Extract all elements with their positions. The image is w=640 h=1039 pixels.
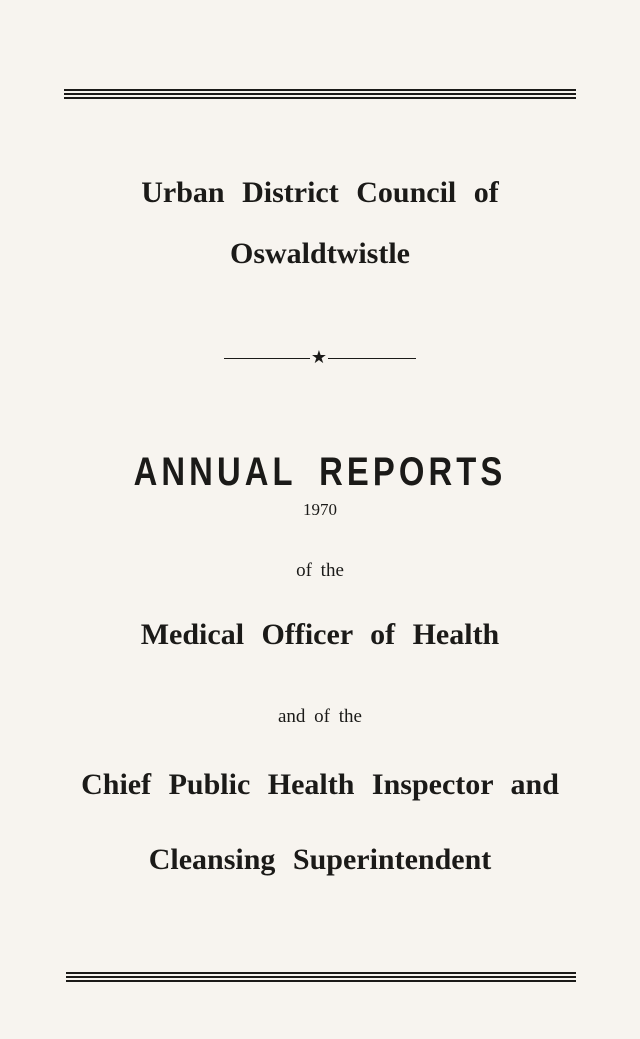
bottom-double-rule [66, 972, 576, 982]
star-icon: ★ [310, 347, 328, 368]
cleansing-superintendent-heading: Cleansing Superintendent [148, 843, 492, 876]
report-year: 1970 [303, 500, 337, 519]
star-divider [224, 348, 416, 368]
divider-line-left [224, 358, 310, 359]
divider-line-right [328, 358, 416, 359]
connector-of-the: of the [296, 560, 344, 581]
chief-inspector-heading: Chief Public Health Inspector and [81, 768, 559, 801]
top-rule-thin-2 [64, 97, 576, 99]
connector-and-of-the: and of the [278, 706, 362, 727]
bottom-rule-thin-2 [66, 980, 576, 982]
council-heading: Urban District Council of [141, 176, 499, 209]
top-double-rule [64, 89, 576, 99]
main-title: ANNUAL REPORTS [133, 450, 507, 494]
medical-officer-heading: Medical Officer of Health [140, 618, 500, 651]
town-heading: Oswaldtwistle [230, 237, 410, 270]
